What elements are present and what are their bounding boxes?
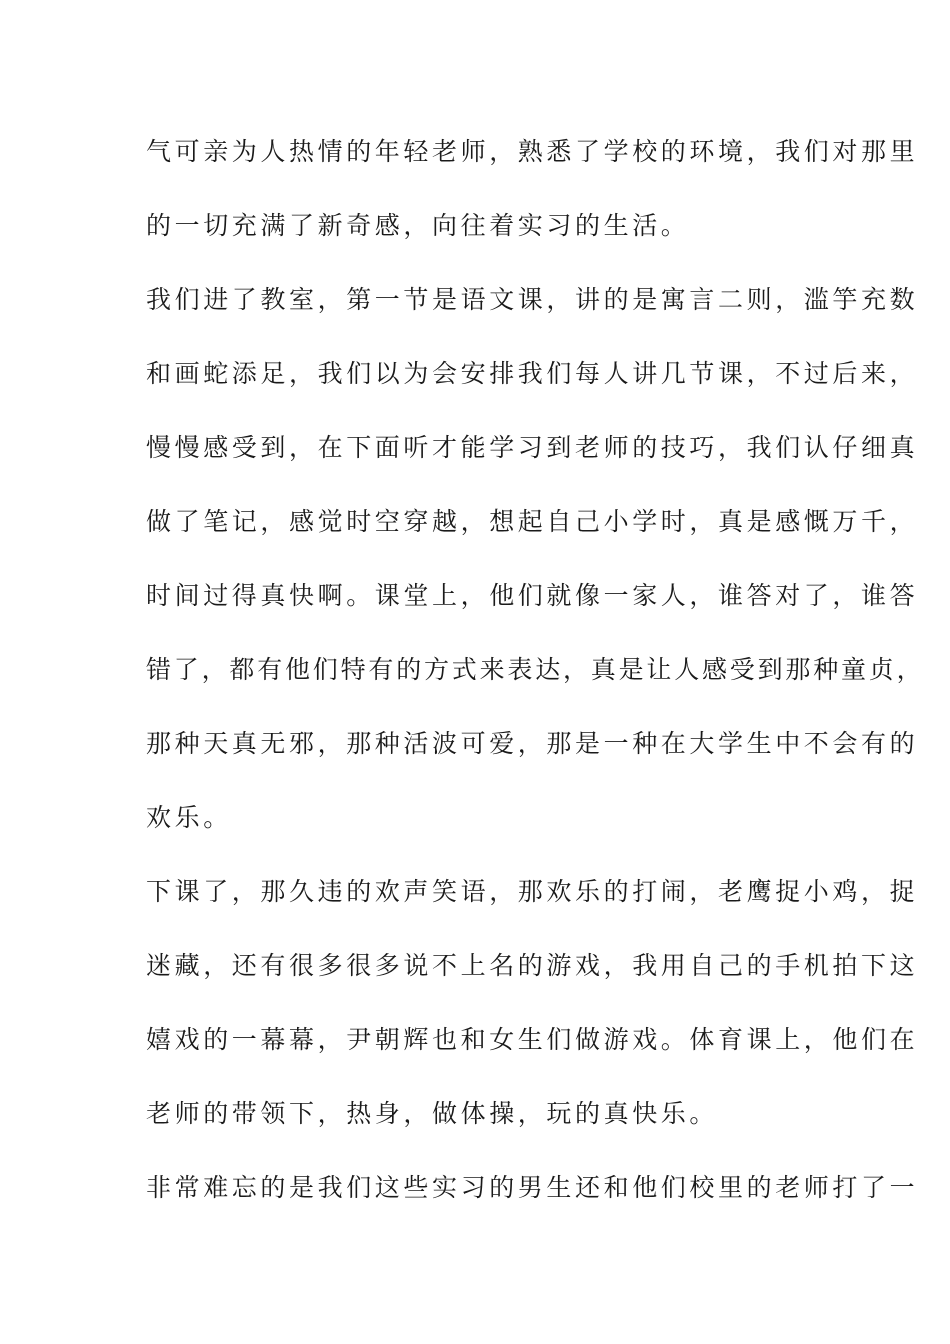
text-line: 迷藏，还有很多很多说不上名的游戏，我用自己的手机拍下这: [146, 951, 919, 980]
text-line: 嬉戏的一幕幕，尹朝辉也和女生们做游戏。体育课上，他们在: [146, 1025, 919, 1054]
text-line: 那种天真无邪，那种活波可爱，那是一种在大学生中不会有的: [146, 729, 919, 758]
text-line: 非常难忘的是我们这些实习的男生还和他们校里的老师打了一: [146, 1173, 919, 1202]
text-line: 老师的带领下，热身，做体操，玩的真快乐。: [146, 1099, 719, 1128]
text-line: 欢乐。: [146, 803, 232, 832]
text-line: 和画蛇添足，我们以为会安排我们每人讲几节课，不过后来，: [146, 359, 919, 388]
text-line: 的一切充满了新奇感，向往着实习的生活。: [146, 211, 690, 240]
text-line: 做了笔记，感觉时空穿越，想起自己小学时，真是感慨万千，: [146, 507, 919, 536]
text-line: 慢慢感受到，在下面听才能学习到老师的技巧，我们认仔细真: [146, 433, 919, 462]
text-line: 错了，都有他们特有的方式来表达，真是让人感受到那种童贞，: [146, 655, 925, 684]
text-line: 下课了，那久违的欢声笑语，那欢乐的打闹，老鹰捉小鸡，捉: [146, 877, 919, 906]
text-line: 气可亲为人热情的年轻老师，熟悉了学校的环境，我们对那里: [146, 137, 919, 166]
text-line: 我们进了教室，第一节是语文课，讲的是寓言二则，滥竽充数: [146, 285, 919, 314]
text-line: 时间过得真快啊。课堂上，他们就像一家人，谁答对了，谁答: [146, 581, 919, 610]
